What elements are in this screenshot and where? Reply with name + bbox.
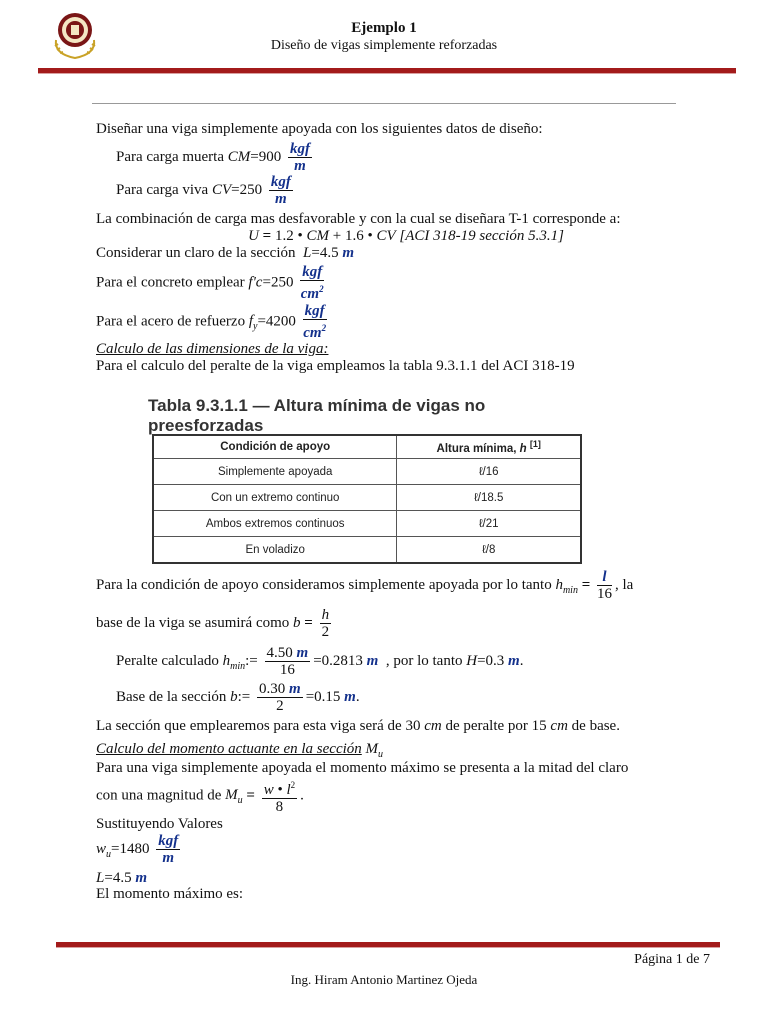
- support-line: Para la condición de apoyo consideramos simplemente apoyada por lo tanto $h_{min}$ = $\frac{l}{16}$ , la: [96, 569, 634, 602]
- moment-text: Para una viga simplemente apoyada el momento máximo se presenta a la mitad del claro: [96, 760, 629, 776]
- H-value: 0.3: [485, 652, 505, 669]
- aci-table-image: [148, 396, 588, 566]
- fy-unit: $\frac{\text{kgf}}{cm^2}$: [303, 303, 327, 341]
- L-line: L=4.5 m: [96, 870, 147, 886]
- table-header-row: [153, 435, 581, 459]
- concrete-line: Para el concreto emplear f'c=250 $\frac{\text{kgf}}{cm^2}$: [96, 264, 324, 302]
- combo-reference: [ACI 318-19 sección 5.3.1]: [399, 228, 564, 244]
- max-moment-text: El momento máximo es:: [96, 886, 244, 902]
- live-load-label: Para carga viva: [116, 181, 209, 198]
- live-load-value: 250: [239, 181, 263, 198]
- dead-load-value: 900: [258, 148, 282, 165]
- moment-magnitude-line: con una magnitud de $M_u$ = $\frac{w • l^2}{8}$ .: [96, 777, 304, 815]
- document-title: Ejemplo 1: [351, 20, 417, 36]
- combo-formula: U = 1.2 • CM + 1.6 • CV [ACI 318-19 sección 5.3.1]: [248, 228, 564, 244]
- table-row: Ambos extremos continuos ℓ/21: [153, 511, 581, 537]
- wu-value: 1480: [119, 840, 150, 857]
- peralte-result: 0.2813: [321, 652, 363, 669]
- aci-table-title: Tabla 9.3.1.1 — Altura mínima de vigas no preesforzadas: [148, 396, 486, 435]
- L-value: 4.5: [112, 870, 132, 886]
- table-header-height: Altura mínima, h [1]: [397, 435, 581, 459]
- peralte-line: Peralte calculado $h_{min}:=$ $\frac{4.50 m}{16}$ =0.2813 m , por lo tanto H=0.3 m.: [116, 645, 524, 678]
- base-line: Base de la sección b:= $\frac{0.30 m}{2}$ =0.15 m.: [116, 681, 360, 714]
- author-name: Ing. Hiram Antonio Martinez Ojeda: [290, 972, 478, 987]
- table-intro-text: Para el calculo del peralte de la viga empleamos la tabla 9.3.1.1 del ACI 318-19: [96, 358, 575, 374]
- table-row: Con un extremo continuo ℓ/18.5: [153, 485, 581, 511]
- fy-value: 4200: [265, 313, 296, 330]
- intro-text: Diseñar una viga simplemente apoyada con los siguientes datos de diseño:: [96, 121, 543, 137]
- fc-value: 250: [270, 274, 294, 291]
- aci-table: [152, 434, 582, 564]
- page-number: Página 1 de 7: [634, 952, 710, 967]
- heading-dimensions: Calculo de las dimensiones de la viga:: [96, 341, 329, 357]
- dead-load-label: Para carga muerta: [116, 148, 224, 165]
- footer-divider-shadow: [56, 947, 720, 948]
- span-line: Considerar un claro de la sección L=4.5 m: [96, 245, 354, 261]
- fc-unit: $\frac{\text{kgf}}{cm^2}$: [300, 264, 324, 302]
- combo-text: La combinación de carga mas desfavorable y con la cual se diseñara T-1 corresponde a:: [96, 211, 621, 227]
- table-row: En voladizo ℓ/8: [153, 537, 581, 564]
- content-rule: [92, 103, 676, 104]
- steel-line: Para el acero de refuerzo $f_y=4200$ $\frac{\text{kgf}}{cm^2}$: [96, 303, 327, 341]
- document-subtitle: Diseño de vigas simplemente reforzadas: [270, 38, 498, 53]
- heading-moment: Calculo del momento actuante en la sección $M_u$: [96, 741, 384, 760]
- section-sentence: La sección que emplearemos para esta viga será de 30 cm de peralte por 15 cm de base.: [96, 718, 620, 734]
- span-value: 4.5: [319, 245, 339, 261]
- live-load-unit: $\frac{\text{kgf}}{m}$: [270, 174, 291, 207]
- base-result: 0.15: [314, 688, 341, 705]
- table-row: Simplemente apoyada ℓ/16: [153, 459, 581, 485]
- wu-line: $w_u=1480$ $\frac{\text{kgf}}{m}$: [96, 833, 179, 866]
- substituting-text: Sustituyendo Valores: [96, 816, 223, 832]
- dead-load-line: Para carga muerta CM=900 $\frac{\text{kgf}}{m}$: [116, 141, 310, 174]
- live-load-line: Para carga viva CV=250 $\frac{\text{kgf}}{m}$: [116, 174, 291, 207]
- header-divider-shadow: [38, 73, 736, 74]
- table-header-condition: Condición de apoyo: [153, 435, 397, 459]
- dead-load-unit: $\frac{\text{kgf}}{m}$: [289, 141, 310, 174]
- base-assume-line: base de la viga se asumirá como b = $\frac{h}{2}$: [96, 607, 330, 640]
